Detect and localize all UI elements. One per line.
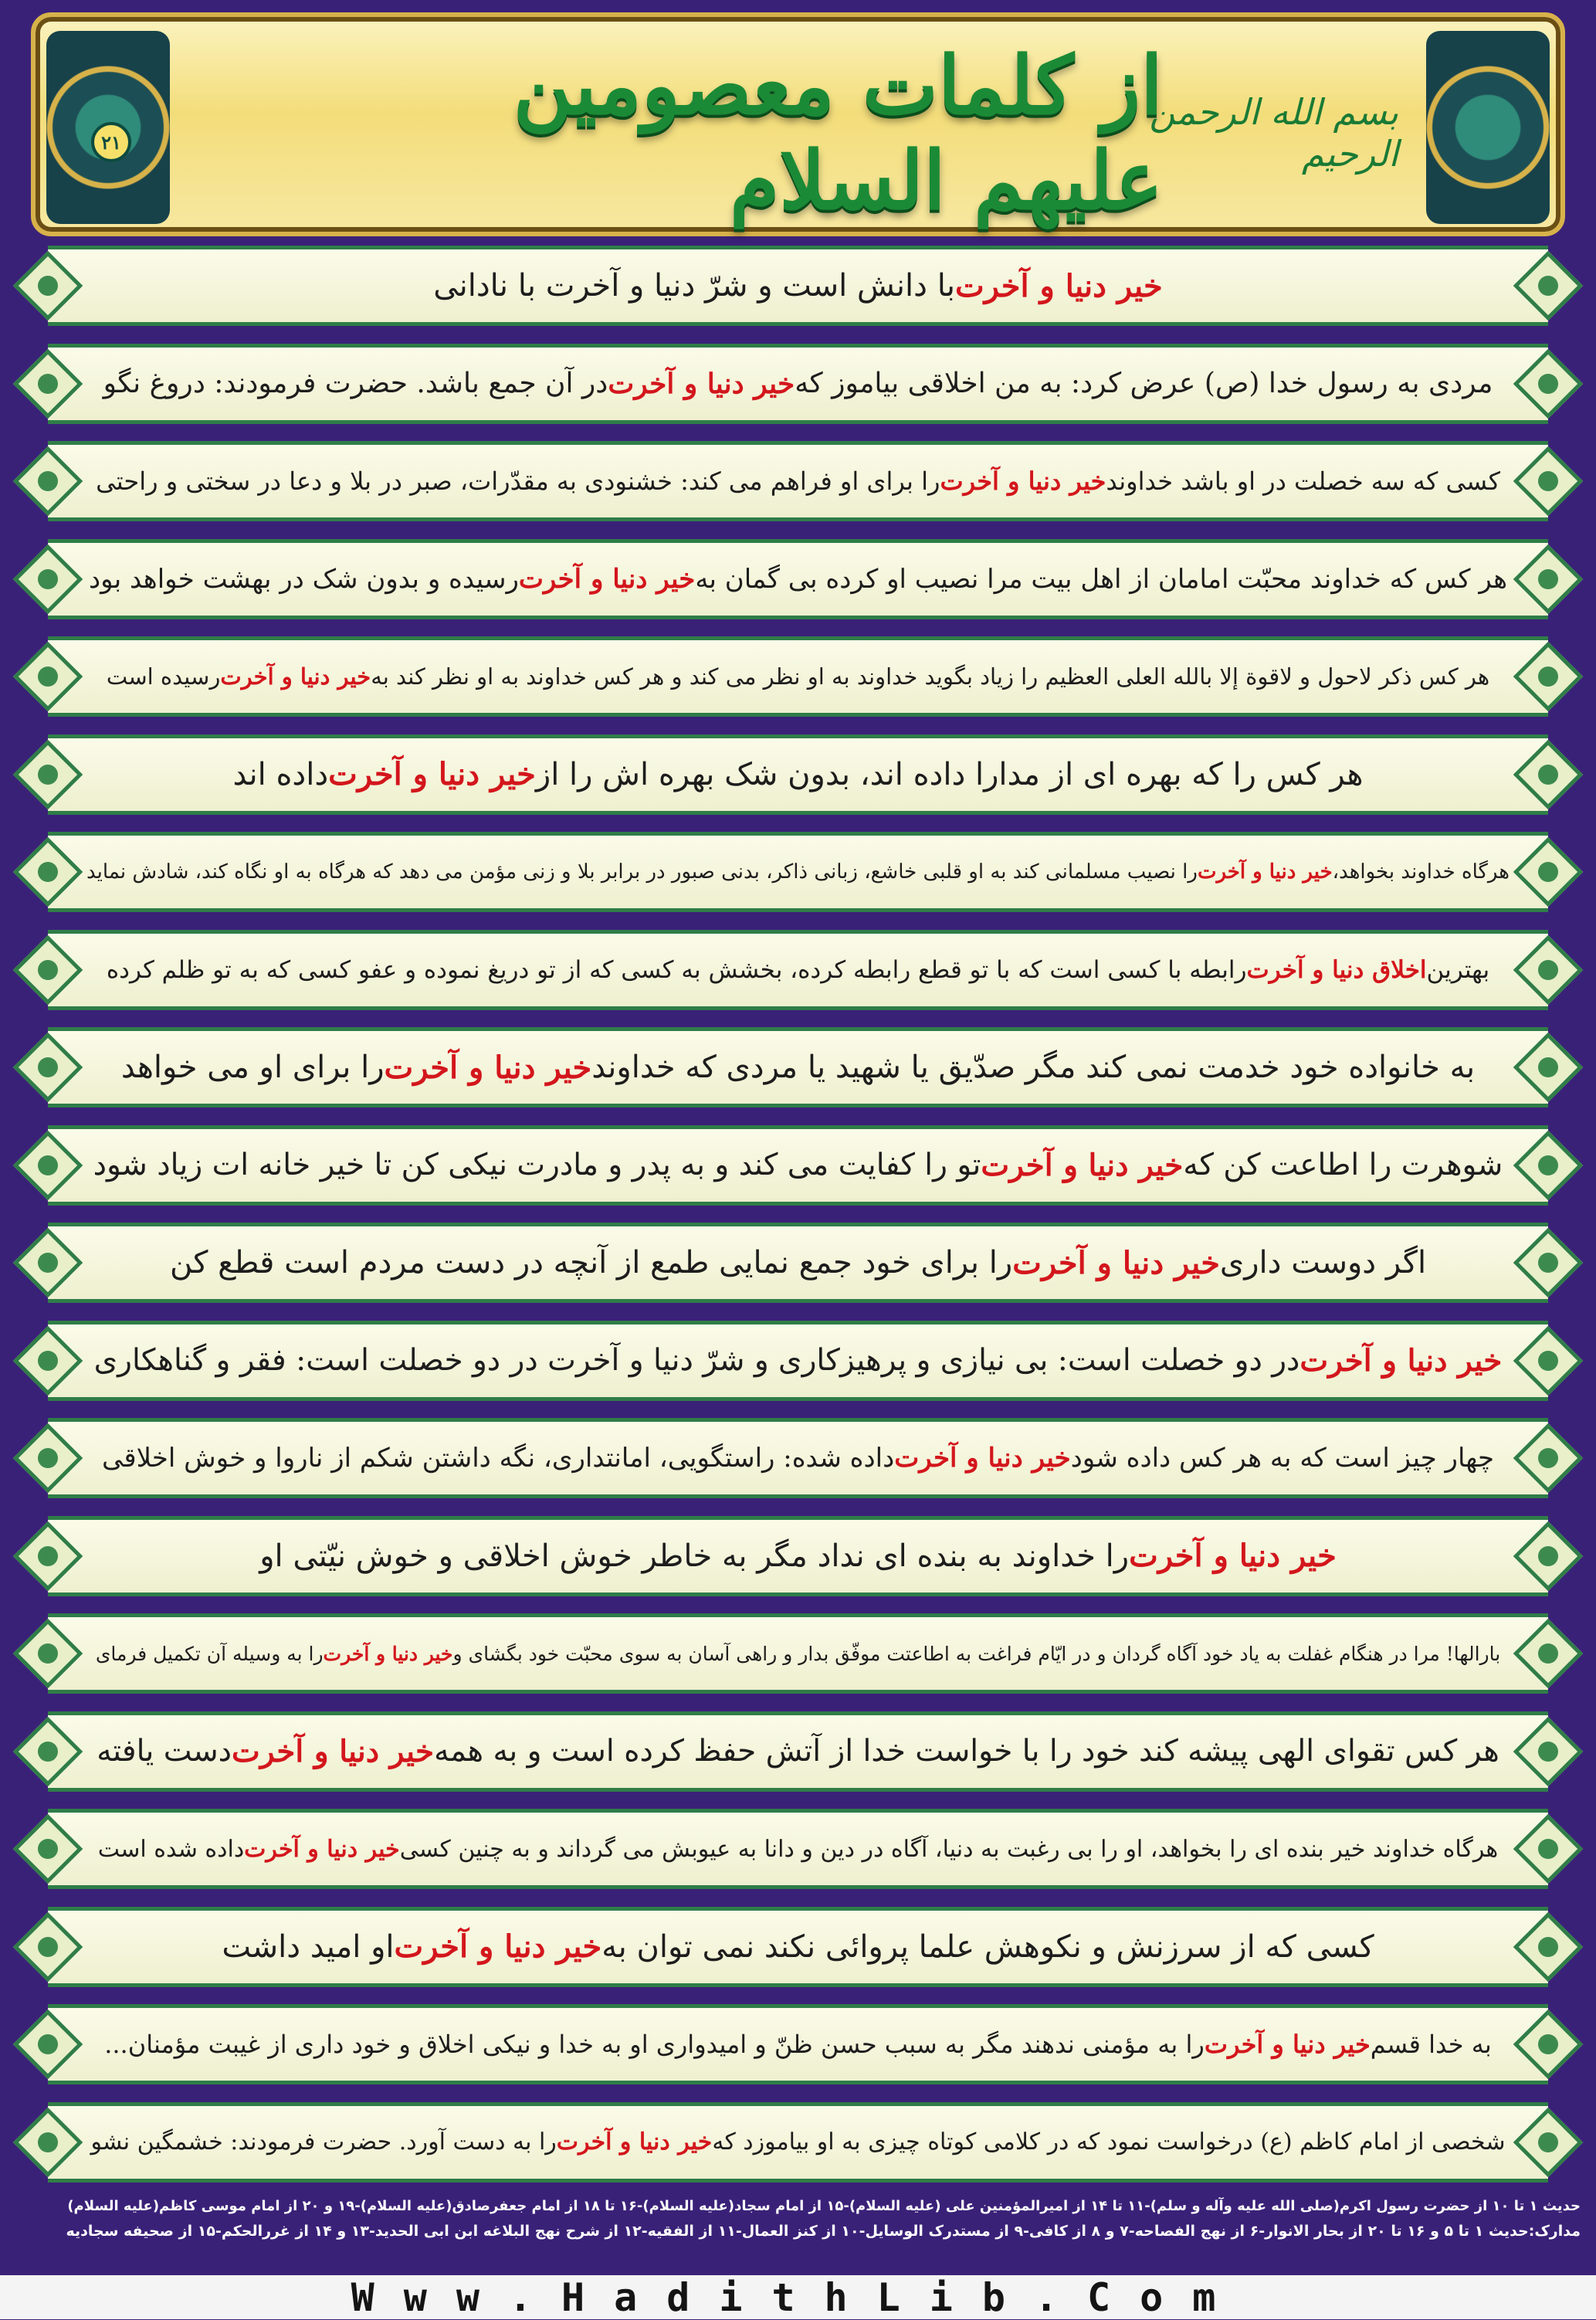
hadith-text (85, 1613, 1511, 1694)
hadith-highlight: اخلاق دنیا و آخرت (1246, 955, 1427, 984)
sources-line-narrators: حدیث ۱ تا ۱۰ از حضرت رسول اکرم(صلی الله علیه وآله و سلم)-۱۱ تا ۱۴ از امیرالمؤمنین علی (علیه السلام)-۱۵ از امام سجاد(علیه السلام)-۱۶ تا ۱۸ از امام جعفرصادق(علیه السلام)-۱۹ و ۲۰ از امام موسی کاظم(علیه السلام) (67, 2198, 1581, 2214)
hadith-highlight: خیر دنیا و آخرت (894, 1443, 1071, 1474)
hadith-text (85, 1711, 1511, 1792)
hadith-highlight: خیر دنیا و آخرت (940, 466, 1106, 496)
hadith-text-after: رابطه با کسی است که با تو قطع رابطه کرده، بخشش به کسی که از تو دریغ نموده و عفو کسی که به تو ظلم کرده (106, 955, 1247, 984)
hadith-highlight: خیر دنیا و آخرت (556, 2128, 713, 2155)
hadith-highlight: خیر دنیا و آخرت (518, 563, 696, 595)
hadith-text-after: را خداوند به بنده ای نداد مگر به خاطر خوش اخلاقی و خوش نیّتی او (259, 1538, 1130, 1574)
hadith-row (0, 1223, 1596, 1303)
hadith-text-before: به خانواده خود خدمت نمی کند مگر صدّیق یا شهید یا مردی که خداوند (591, 1050, 1476, 1085)
hadith-highlight: خیر دنیا و آخرت (323, 1642, 453, 1665)
hadith-row (0, 441, 1596, 521)
hadith-text-after: را به وسیله آن تکمیل فرمای (95, 1642, 324, 1665)
hadith-text-before: هرگاه خداوند خیر بنده ای را بخواهد، او را بی رغبت به دنیا، آگاه در دین و دانا به عیوبش می گرداند و به چنین کسی (399, 1835, 1499, 1863)
hadith-text-after: او امید داشت (222, 1928, 395, 1965)
page-title: از کلمات معصومین علیهم السلام (513, 38, 1163, 228)
hadith-row (0, 1027, 1596, 1107)
hadith-text (85, 1516, 1511, 1596)
hadith-text-before: بهترین (1426, 955, 1490, 984)
hadith-highlight: خیر دنیا و آخرت (1197, 860, 1333, 884)
hadith-text-after: در دو خصلت است: بی نیازی و پرهیزکاری و شرّ دنیا و آخرت در دو خصلت است: فقر و گناهکاری (93, 1343, 1300, 1378)
hadith-text-before: بارالها! مرا در هنگام غفلت به یاد خود آگاه گردان و در ایّام فراغت به اطاعتت موفّق بدار و راهی آسان به سوی محبّت خود بگشای و (452, 1642, 1501, 1665)
hadith-text-before: هر کس ذکر لاحول و لاقوة إلا بالله العلی العظیم را زیاد بگوید خداوند به او نظر می کند و هر کس خداوند به او نظر کند به (371, 663, 1490, 690)
hadith-text-after: دست یافته (97, 1734, 232, 1769)
hadith-text (85, 1223, 1511, 1303)
hadith-text (85, 1125, 1511, 1206)
hadith-highlight: خیر دنیا و آخرت (232, 1733, 435, 1769)
hadith-text-after: داده اند (232, 756, 329, 792)
hadith-text-before: مردی به رسول خدا (ص) عرض کرد: به من اخلاقی بیاموز که (795, 368, 1493, 399)
hadith-row (0, 1125, 1596, 1206)
hadith-row (0, 344, 1596, 424)
header-banner (31, 12, 1565, 236)
hadith-row (0, 1809, 1596, 1889)
hadith-text (85, 1321, 1511, 1401)
hadith-row (0, 930, 1596, 1010)
hadith-highlight: خیر دنیا و آخرت (1204, 2030, 1371, 2059)
page-number-badge: ۲۱ (91, 122, 131, 162)
hadith-highlight: خیر دنیا و آخرت (1012, 1244, 1220, 1281)
hadith-text-after: در آن جمع باشد. حضرت فرمودند: دروغ نگو (103, 368, 608, 399)
hadith-text-after: داده شده: راستگویی، امانتداری، نگه داشتن شکم از ناروا و خوش اخلاقی (102, 1443, 895, 1474)
hadith-row (0, 1711, 1596, 1792)
sources-line-references: مدارک:حدیث ۱ تا ۵ و ۱۶ تا ۲۰ از بحار الانوار-۶ از نهج الفصاحه-۷ و ۸ از کافی-۹ از مستدرک الوسایل-۱۰ از کنز العمال-۱۱ از الفقیه-۱۲ از شرح نهج البلاغه ابن ابی الحدید-۱۳ و ۱۴ از غررالحکم-۱۵ از صحیفه سجادیه (66, 2223, 1581, 2240)
hadith-text-before: چهار چیز است که به هر کس داده شود (1070, 1443, 1494, 1474)
hadith-highlight: خیر دنیا و آخرت (220, 663, 371, 690)
hadith-text (85, 636, 1511, 717)
hadith-row (0, 636, 1596, 717)
hadith-text-before: اگر دوست داری (1219, 1245, 1427, 1280)
hadith-highlight: خیر دنیا و آخرت (608, 367, 795, 400)
hadith-text-after: داده شده است (97, 1835, 245, 1863)
hadith-text-before: هر کس را که بهره ای از مدارا داده اند، بدون شک بهره اش را از (535, 756, 1364, 792)
hadith-text (85, 539, 1511, 619)
hadith-text (85, 441, 1511, 521)
hadith-text-before: هرگاه خداوند بخواهد، (1332, 860, 1510, 884)
hadith-row (0, 832, 1596, 912)
hadith-text (85, 246, 1511, 326)
sources-footer (15, 2193, 1581, 2271)
hadith-row (0, 1907, 1596, 1987)
hadith-text-before: هر کس تقوای الهی پیشه کند خود را با خواست خدا از آتش حفظ کرده است و به همه (434, 1734, 1499, 1769)
hadith-text (85, 1907, 1511, 1987)
hadith-text-before: کسی که از سرزنش و نکوهش علما پروائی نکند نمی توان به (601, 1928, 1374, 1965)
hadith-text-after: را برای او می خواهد (120, 1050, 385, 1085)
hadith-text-after: با دانش است و شرّ دنیا و آخرت با نادانی (433, 268, 956, 304)
hadith-highlight: خیر دنیا و آخرت (384, 1049, 592, 1086)
hadith-row (0, 539, 1596, 619)
hadith-highlight: خیر دنیا و آخرت (328, 756, 536, 792)
hadith-text-after: رسیده و بدون شک در بهشت خواهد بود (88, 563, 519, 595)
bismillah-calligraphy: بسم الله الرحمن الرحیم (1149, 91, 1398, 175)
hadith-text-before: به خدا قسم (1370, 2030, 1492, 2059)
hadith-text-before: شوهرت را اطاعت کن که (1183, 1148, 1503, 1182)
hadith-highlight: خیر دنیا و آخرت (1300, 1342, 1503, 1379)
hadith-text-after: رسیده است (106, 663, 221, 690)
ornament-right-icon (1426, 31, 1550, 224)
hadith-text (85, 1418, 1511, 1498)
hadith-highlight: خیر دنیا و آخرت (394, 1928, 602, 1965)
hadith-text-before: شخصی از امام کاظم (ع) درخواست نمود که در کلامی کوتاه چیزی به او بیاموزد که (712, 2128, 1506, 2155)
hadith-text-after: را نصیب مسلمانی کند به او قلبی خاشع، زبانی ذاکر، بدنی صبور در برابر بلا و زنی مؤمن می دهد که هرگاه به او نگاه کند، شادش نماید (86, 860, 1198, 884)
ornament-left-icon (46, 31, 170, 224)
hadith-row (0, 2102, 1596, 2183)
hadith-text-after: را برای او فراهم می کند: خشنودی به مقدّرات، صبر در بلا و دعا در سختی و راحتی (96, 466, 940, 496)
website-url[interactable]: Www.HadithLib.Com (0, 2275, 1596, 2319)
hadith-text-after: را به دست آورد. حضرت فرمودند: خشمگین نشو (90, 2128, 557, 2155)
hadith-text-after: را برای خود جمع نمایی طمع از آنچه در دست مردم است قطع کن (169, 1245, 1013, 1280)
hadith-row (0, 1321, 1596, 1401)
hadith-text (85, 930, 1511, 1010)
hadith-text (85, 2004, 1511, 2084)
hadith-text (85, 832, 1511, 912)
hadith-row (0, 734, 1596, 815)
hadith-text (85, 344, 1511, 424)
hadith-highlight: خیر دنیا و آخرت (981, 1147, 1184, 1183)
hadith-text (85, 2102, 1511, 2183)
hadith-row (0, 1418, 1596, 1498)
hadith-row (0, 2004, 1596, 2084)
hadith-text-before: کسی که سه خصلت در او باشد خداوند (1106, 466, 1500, 496)
hadith-row (0, 1613, 1596, 1694)
hadith-highlight: خیر دنیا و آخرت (955, 267, 1163, 304)
hadith-text-before: هر کس که خداوند محبّت امامان از اهل بیت مرا نصیب او کرده بی گمان به (695, 563, 1508, 595)
hadith-row (0, 1516, 1596, 1596)
hadith-row (0, 246, 1596, 326)
hadith-text (85, 734, 1511, 815)
hadith-text-after: تو را کفایت می کند و به پدر و مادرت نیکی کن تا خیر خانه ات زیاد شود (93, 1148, 981, 1182)
hadith-text (85, 1809, 1511, 1889)
hadith-highlight: خیر دنیا و آخرت (1129, 1538, 1337, 1574)
hadith-text-after: را به مؤمنی ندهند مگر به سبب حسن ظنّ و امیدواری او به خدا و نیکی اخلاق و خود داری از غیبت مؤمنان... (104, 2030, 1205, 2059)
hadith-text (85, 1027, 1511, 1107)
hadith-highlight: خیر دنیا و آخرت (244, 1835, 400, 1863)
